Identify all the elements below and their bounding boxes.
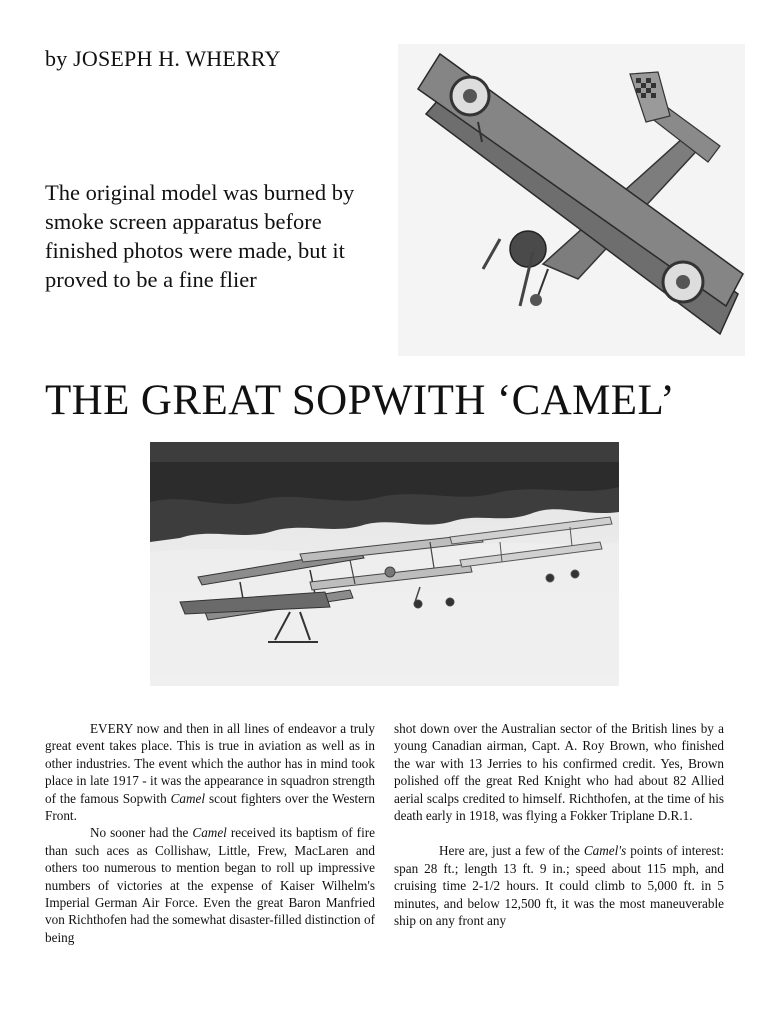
models-on-snow-illustration [150, 442, 619, 686]
snow-models-photo [150, 442, 619, 686]
paragraph-richthofen: shot down over the Australian sector of the British lines by a young Canadian airman, Capt. A. Roy Brown, who finished the war with 13 Jerries to his confirmed credit. Yes, Brown polished off the great Red Knight who had about 82 Allied aerial scalps credited to himself. Richthofen, at the time of his death early in 1918, was flying a Fokker Triplane D.R.1. [394, 721, 724, 824]
photo-caption: The original model was burned by smoke screen apparatus before finished photos were made, but it proved to be a fine flier [45, 180, 355, 292]
paragraph-intro: EVERY now and then in all lines of endeavor a truly great event takes place. This is true in aviation as well as in other industries. The event which the author has in mind took place in late 1917 - it was the appearance in squadron strength of the famous Sopwith Camel scout fighters over the Western Front. [45, 721, 375, 824]
byline: by JOSEPH H. WHERRY [45, 46, 281, 71]
article-headline: THE GREAT SOPWITH ‘CAMEL’ [45, 377, 675, 424]
body-column-right [394, 720, 724, 929]
airplane-flight-photo [398, 44, 745, 356]
body-column-left [45, 720, 375, 946]
biplane-illustration [398, 44, 745, 356]
paragraph-baptism: No sooner had the Camel received its baptism of fire than such aces as Collishaw, Little, Frew, MacLaren and others too numerous to mention began to roll up impressive numbers of victories at the expense of Kaiser Wilhelm's Imperial German Air Force. Even the great Baron Manfried von Richthofen had the somewhat disaster-filled distinction of being [45, 825, 375, 945]
paragraph-specs: Here are, just a few of the Camel's points of interest: span 28 ft.; length 13 ft. 9 in.; speed about 115 mph, and cruising time 2-1/2 hours. It could climb to 5,000 ft. in 5 minutes, and below 12,500 ft, it was the most maneuverable ship on any front any [394, 843, 724, 929]
